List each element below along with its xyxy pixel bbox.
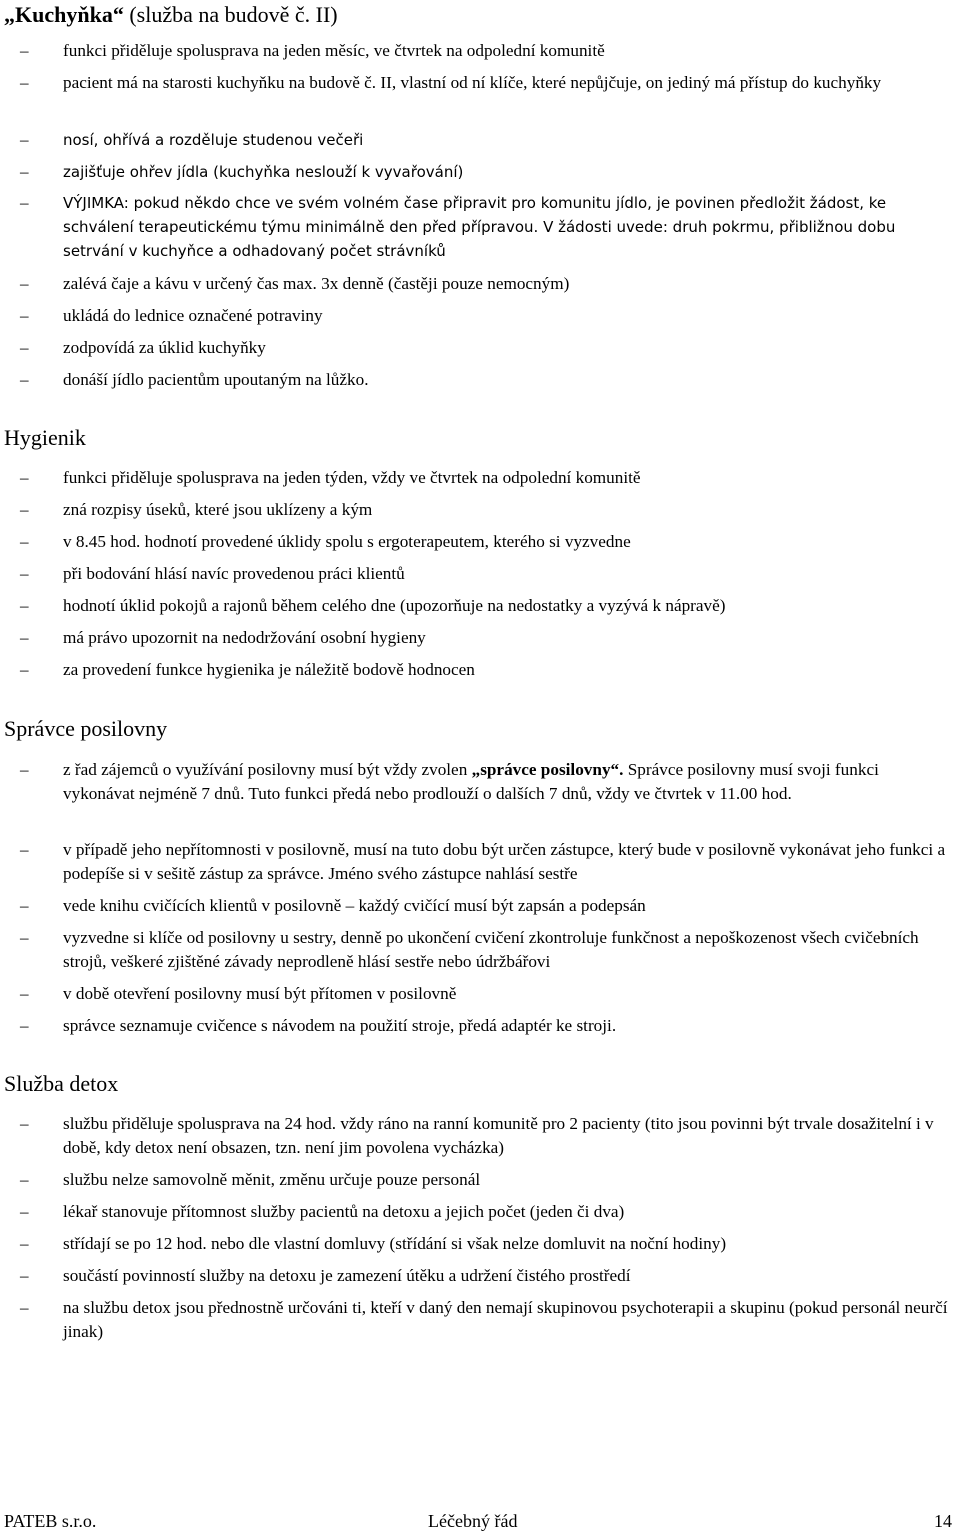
list-item-text: funkci přiděluje spolusprava na jeden týden, vždy ve čtvrtek na odpolední komunitě [63, 468, 641, 487]
list-item-text: zalévá čaje a kávu v určený čas max. 3x denně (častěji pouze nemocným) [63, 274, 570, 293]
list-item-text: službu přiděluje spolusprava na 24 hod. vždy ráno na ranní komunitě pro 2 pacienty (tito jsou povinni být trvale dosažitelní i v době, kdy detox není obsazen, tzn. není jim povolena vycházka) [63, 1114, 934, 1157]
list-item-text: v 8.45 hod. hodnotí provedené úklidy spolu s ergoterapeutem, kterého si vyzvedne [63, 532, 631, 551]
list-item-text: správce seznamuje cvičence s návodem na použití stroje, předá adaptér ke stroji. [63, 1016, 617, 1035]
list-item-text: vyzvedne si klíče od posilovny u sestry, denně po ukončení cvičení zkontroluje funkčnost a nepoškozenost všech cvičebních strojů, veškeré zjištěné závady neprodleně hlásí sestře nebo údržbářovi [63, 928, 919, 971]
list-item-text: vede knihu cvičících klientů v posilovně – každý cvičící musí být zapsán a podepsán [63, 896, 646, 915]
list-item-text: zajišťuje ohřev jídla (kuchyňka neslouží k vyvařování) [63, 163, 464, 181]
list-item-text: VÝJIMKA: pokud někdo chce ve svém volném čase připravit pro komunitu jídlo, je povinen předložit žádost, ke schválení terapeutickému týmu minimálně den před přípravou. V žádosti uvede: druh pokrmu, přibližnou dobu setrvání v kuchyňce a odhadovaný počet strávníků [63, 194, 896, 260]
list-item-text: má právo upozornit na nedodržování osobní hygieny [63, 628, 426, 647]
list-item-text: střídají se po 12 hod. nebo dle vlastní domluvy (střídání si však nelze domluvit na noční hodiny) [63, 1234, 727, 1253]
list-item-text: službu nelze samovolně měnit, změnu určuje pouze personál [63, 1170, 481, 1189]
list-item-text: hodnotí úklid pokojů a rajonů během celého dne (upozorňuje na nedostatky a vyzývá k nápravě) [63, 596, 726, 615]
list-item-text: na službu detox jsou přednostně určováni ti, kteří v daný den nemají skupinovou psychoterapii a skupinu (pokud personál neurčí jinak) [63, 1298, 948, 1341]
section-heading-hygienik: Hygienik [4, 425, 86, 450]
footer-title: Léčebný řád [428, 1511, 518, 1531]
list-item-text: funkci přiděluje spolusprava na jeden měsíc, ve čtvrtek na odpolední komunitě [63, 41, 605, 60]
section-heading-detox: Služba detox [4, 1071, 119, 1096]
list-item-text: pacient má na starosti kuchyňku na budově č. II, vlastní od ní klíče, které nepůjčuje, on jediný má přístup do kuchyňky [63, 73, 882, 92]
list-item-bold: „správce posilovny“. [471, 760, 624, 779]
list-item-text-part: Správce posilovny musí svoji funkci vykonávat nejméně 7 dnů. Tuto funkci předá nebo prodlouží o dalších 7 dnů, vždy ve čtvrtek v 11.00 hod. [63, 760, 879, 803]
list-item-text: součástí povinností služby na detoxu je zamezení útěku a udržení čistého prostředí [63, 1266, 631, 1285]
list-item-text: za provedení funkce hygienika je náležitě bodově hodnocen [63, 660, 475, 679]
list-item-text: donáší jídlo pacientům upoutaným na lůžko. [63, 370, 369, 389]
list-item-text: při bodování hlásí navíc provedenou práci klientů [63, 564, 405, 583]
footer-company: PATEB s.r.o. [4, 1511, 97, 1531]
heading-subtitle: (služba na budově č. II) [123, 2, 338, 27]
footer-page-number: 14 [934, 1511, 952, 1531]
list-item-text: ukládá do lednice označené potraviny [63, 306, 323, 325]
list-item-text: lékař stanovuje přítomnost služby pacientů na detoxu a jejich počet (jeden či dva) [63, 1202, 625, 1221]
list-item-text: zná rozpisy úseků, které jsou uklízeny a kým [63, 500, 373, 519]
list-item-text: v případě jeho nepřítomnosti v posilovně, musí na tuto dobu být určen zástupce, který bude v posilovně vykonávat jeho funkci a podepíše si v sešitě zástup za správce. Jméno svého zástupce nahlásí sestře [63, 840, 946, 883]
section-heading-posilovna: Správce posilovny [4, 716, 168, 741]
list-item-text: v době otevření posilovny musí být přítomen v posilovně [63, 984, 457, 1003]
heading-title: „Kuchyňka“ [4, 2, 124, 27]
section-heading-kuchynka [4, 2, 338, 28]
list-item-text: nosí, ohřívá a rozděluje studenou večeři [63, 131, 364, 149]
list-item-text: zodpovídá za úklid kuchyňky [63, 338, 266, 357]
list-item-text-part: z řad zájemců o využívání posilovny musí být vždy zvolen [63, 760, 472, 779]
list-item-text [63, 758, 951, 806]
